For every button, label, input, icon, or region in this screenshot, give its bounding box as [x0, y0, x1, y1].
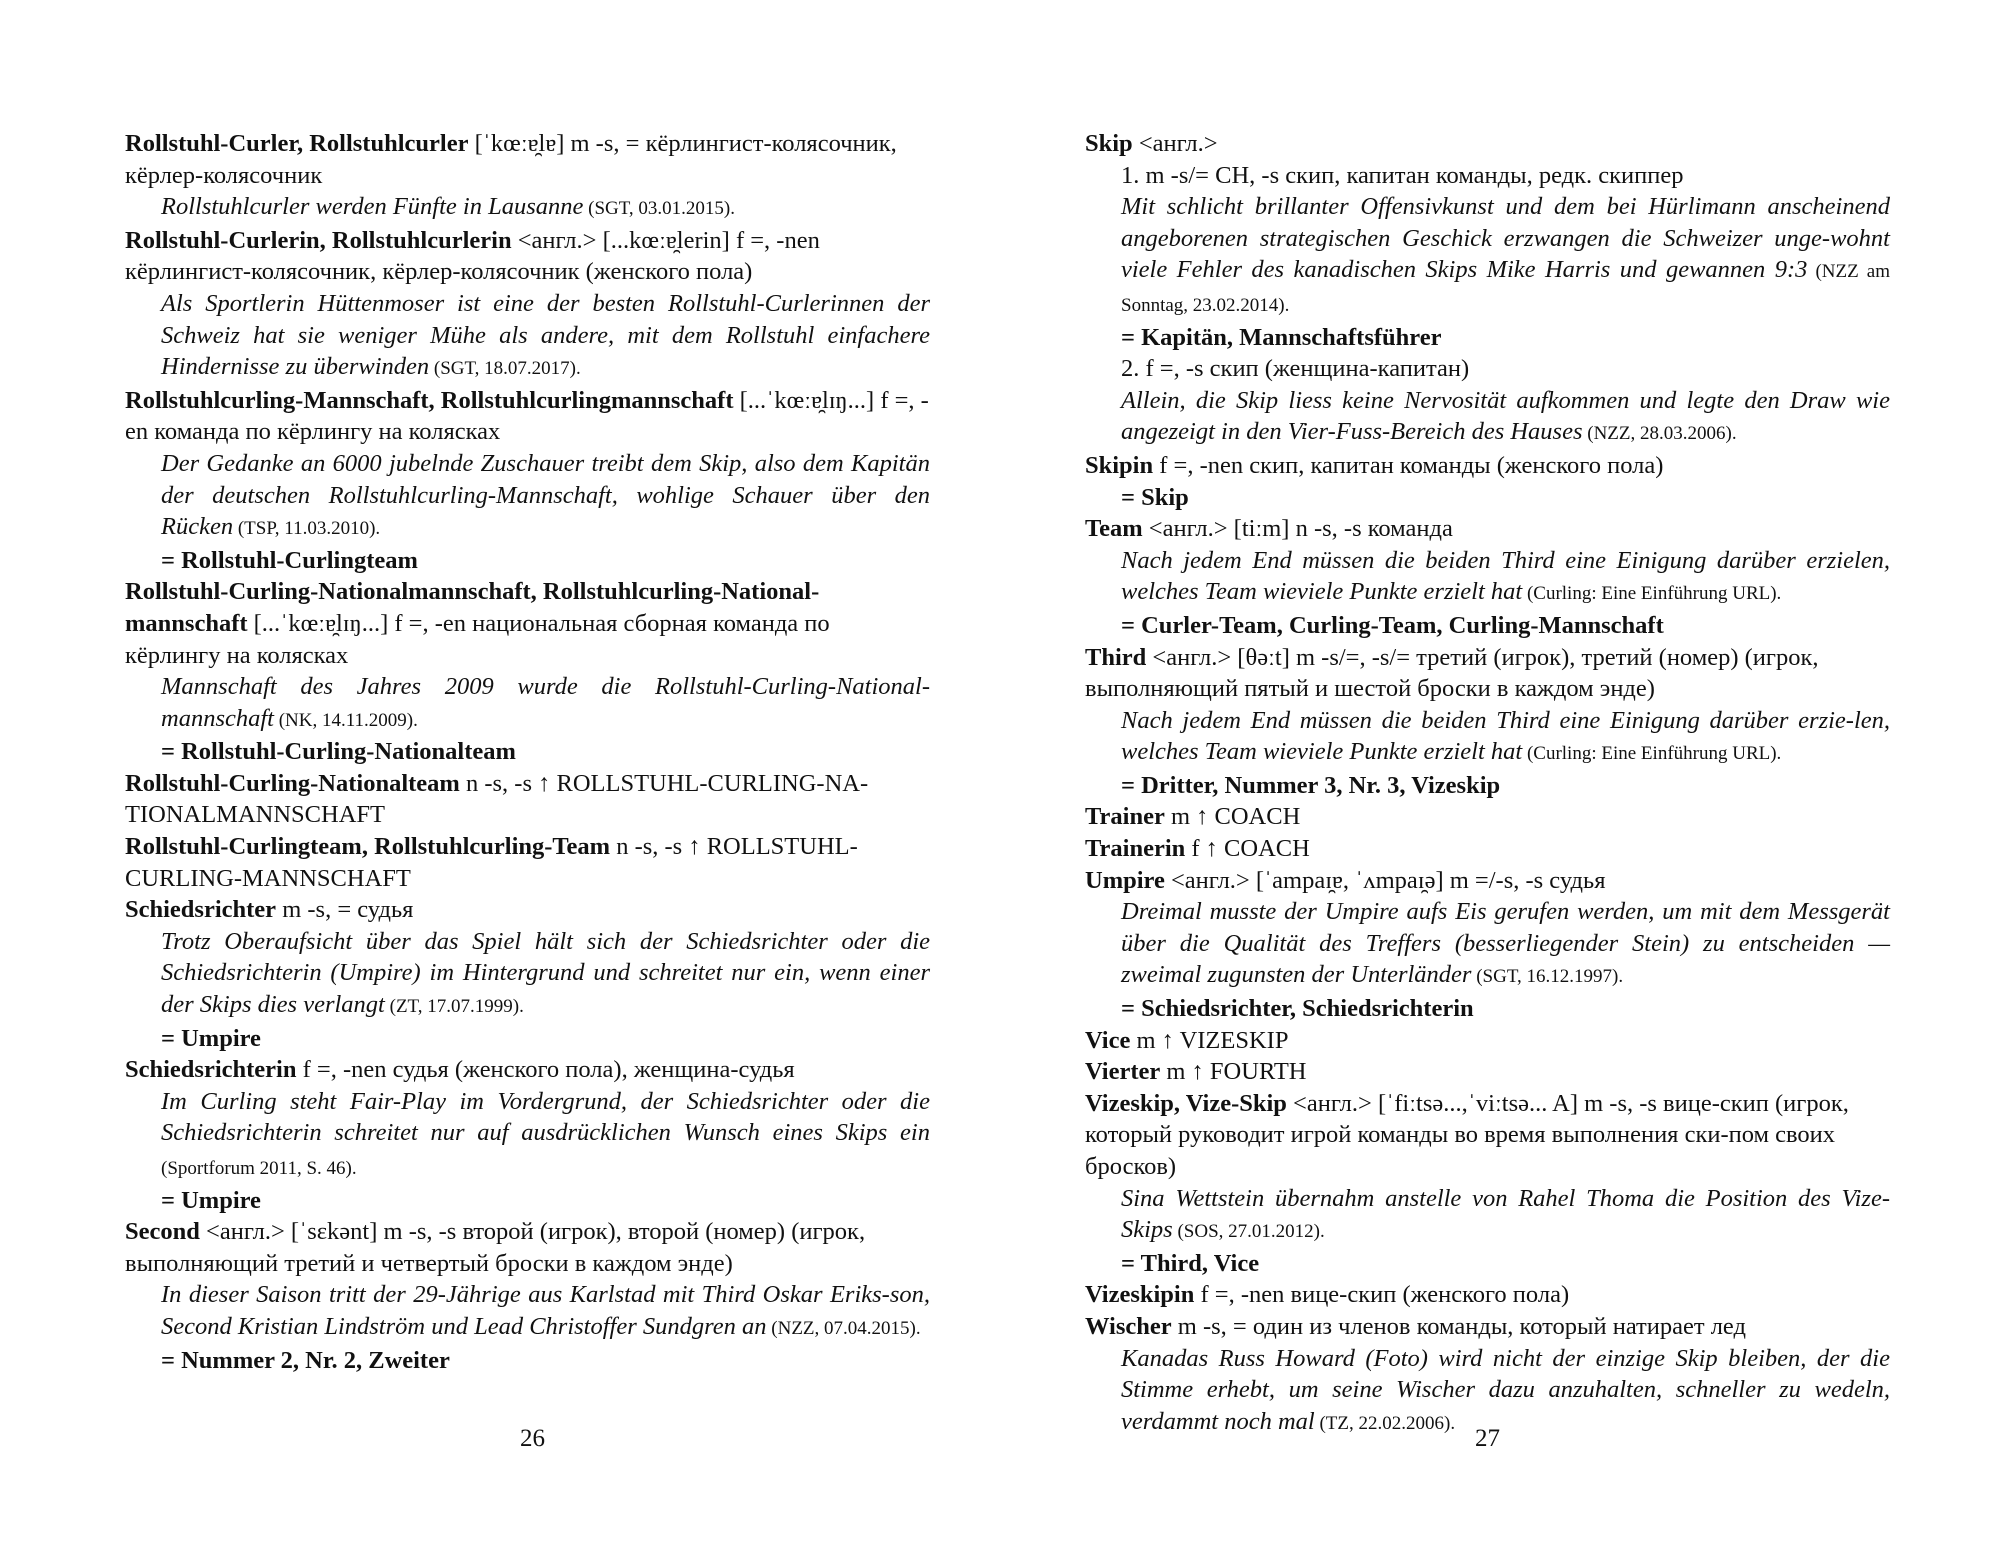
entry-definition: <англ.> [ˈsɛkənt] m -s, -s второй (игрок), второй (номер) (игрок, выполняющий третий и четвертый броски в каждом энде) — [125, 1218, 866, 1277]
dictionary-entry — [1085, 833, 1890, 865]
example-text: Kanadas Russ Howard (Foto) wird nicht der einzige Skip bleiben, der die Stimme erhebt, um seine Wischer dazu anzuhalten, schneller zu wedeln, verdammt noch mal — [1121, 1344, 1890, 1435]
dictionary-entry — [1085, 801, 1890, 833]
entry-definition: f =, -nen вице-скип (женского пола) — [1194, 1281, 1570, 1309]
example-source: (Sportforum 2011, S. 46). — [161, 1158, 357, 1179]
dictionary-entry — [125, 1216, 930, 1279]
dictionary-entry — [1085, 128, 1890, 160]
example-quote — [1085, 545, 1890, 610]
example-quote — [125, 288, 930, 385]
example-quote — [1085, 1183, 1890, 1248]
headword: Schiedsrichterin — [125, 1056, 297, 1084]
example-text: Dreimal musste der Umpire aufs Eis gerufen werden, um mit dem Messgerät über die Qualität des Treffers (besserliegender Stein) zu entscheiden — zweimal zugunsten der Unterländer — [1121, 898, 1890, 989]
dictionary-entry — [1085, 865, 1890, 897]
headword: Trainer — [1085, 803, 1165, 831]
entry-definition: m -s, = судья — [276, 896, 414, 924]
entry-definition: f =, -nen судья (женского пола), женщина-судья — [296, 1056, 795, 1084]
dictionary-entry — [125, 128, 930, 191]
dictionary-entry — [1085, 1279, 1890, 1311]
entry-definition: <англ.> [ˈampaɪ̯ɐ, ˈʌmpaɪ̯ə] m =/-s, -s судья — [1164, 866, 1606, 894]
dictionary-entry — [1085, 1025, 1890, 1057]
headword: Trainerin — [1085, 835, 1186, 863]
example-text: Rollstuhlcurler werden Fünfte in Lausanne — [161, 193, 584, 221]
dictionary-entry — [125, 768, 930, 831]
entry-definition: <англ.> [tiːm] n -s, -s команда — [1142, 515, 1453, 543]
synonym-line: = Skip — [1121, 483, 1189, 511]
entry-definition: m -s, = один из членов команды, который натирает лед — [1171, 1312, 1746, 1340]
sense-line: 1. m -s/= CH, -s скип, капитан команды, редк. скиппер — [1121, 161, 1684, 189]
example-source: (ZT, 17.07.1999). — [384, 996, 524, 1018]
headword: Skipin — [1085, 451, 1154, 479]
headword: Rollstuhlcurling-Mannschaft, Rollstuhlcurlingmannschaft — [125, 386, 734, 414]
example-text: Als Sportlerin Hüttenmoser ist eine der besten Rollstuhl-Curlerinnen der Schweiz hat sie weniger Mühe als andere, mit dem Rollstuhl einfachere Hindernisse zu überwinden — [161, 289, 930, 381]
example-quote — [125, 926, 930, 1023]
example-text: Mit schlicht brillanter Offensivkunst und dem bei Hürlimann anscheinend angeborenen strategischen Geschick erzwangen die Schweizer unge-wohnt viele Fehler des kanadischen Skips Mike Harris und gewannen 9:3 — [1121, 193, 1890, 284]
headword: Rollstuhl-Curlerin, Rollstuhlcurlerin — [125, 226, 512, 254]
synonym-line: = Rollstuhl-Curling-Nationalteam — [161, 738, 516, 766]
headword: Rollstuhl-Curler, Rollstuhlcurler — [125, 130, 469, 157]
example-source: (NZZ, 07.04.2015). — [766, 1317, 921, 1339]
entry-definition: <англ.> — [1132, 130, 1218, 157]
synonym-line: = Umpire — [161, 1024, 261, 1052]
headword: Vizeskip, Vize-Skip — [1085, 1089, 1287, 1117]
example-quote — [125, 448, 930, 545]
dictionary-entry — [1085, 1311, 1890, 1343]
example-source: (SGT, 18.07.2017). — [429, 358, 581, 380]
example-source: (SOS, 27.01.2012). — [1172, 1221, 1325, 1243]
synonym-line: = Schiedsrichter, Schiedsrichterin — [1121, 995, 1474, 1023]
example-text: Der Gedanke an 6000 jubelnde Zuschauer treibt dem Skip, also dem Kapitän der deutschen Rollstuhlcurling-Mannschaft, wohlige Schauer über den Rücken — [161, 449, 930, 541]
headword: Umpire — [1085, 866, 1165, 894]
example-source: (TZ, 22.02.2006). — [1314, 1412, 1456, 1434]
example-source: (Curling: Eine Einführung URL). — [1522, 583, 1782, 605]
dictionary-entry — [1085, 1056, 1890, 1088]
example-source: (SGT, 03.01.2015). — [583, 198, 736, 220]
synonym-line: = Nummer 2, Nr. 2, Zweiter — [161, 1346, 450, 1374]
example-quote — [1085, 191, 1890, 321]
example-quote — [125, 1279, 930, 1344]
left-page — [125, 128, 930, 1376]
example-text: Allein, die Skip liess keine Nervosität aufkommen und legte den Draw wie angezeigt in den Vier-Fuss-Bereich des Hauses — [1121, 386, 1890, 446]
synonym-line: = Rollstuhl-Curlingteam — [161, 546, 418, 574]
example-quote — [1085, 385, 1890, 450]
entry-definition: [ˈkœːɐ̯lɐ] m -s, = кёрлингист-колясочник, кёрлер-колясочник — [125, 130, 897, 189]
synonym-line: = Curler-Team, Curling-Team, Curling-Mannschaft — [1121, 611, 1664, 639]
synonym-line: = Dritter, Nummer 3, Nr. 3, Vizeskip — [1121, 771, 1501, 799]
right-page — [1085, 128, 1890, 1439]
headword: Vice — [1085, 1026, 1131, 1054]
example-quote — [1085, 896, 1890, 993]
example-source: (NK, 14.11.2009). — [273, 709, 418, 731]
dictionary-entry — [1085, 1088, 1890, 1183]
headword: Vierter — [1085, 1058, 1161, 1086]
example-quote — [125, 1086, 930, 1185]
example-text: Nach jedem End müssen die beiden Third eine Einigung darüber erzie-len, welches Team wieviele Punkte erzielt hat — [1121, 706, 1890, 766]
sense-line: 2. f =, -s скип (женщина-капитан) — [1121, 355, 1470, 383]
entry-definition: m ↑ VIZESKIP — [1130, 1026, 1289, 1054]
example-text: Sina Wettstein übernahm anstelle von Rahel Thoma die Position des Vize-Skips — [1121, 1184, 1890, 1244]
synonym-line: = Umpire — [161, 1186, 261, 1214]
entry-definition: m ↑ COACH — [1164, 803, 1301, 831]
example-text: Im Curling steht Fair-Play im Vordergrund, der Schiedsrichter oder die Schiedsrichterin schreitet nur auf ausdrücklichen Wunsch eines Skips ein — [161, 1087, 930, 1147]
entry-definition: [...ˈkœːɐ̯lɪŋ...] f =, -en команда по кёрлингу на колясках — [125, 386, 929, 446]
headword: Rollstuhl-Curling-Nationalteam — [125, 769, 460, 797]
dictionary-entry — [1085, 642, 1890, 705]
dictionary-entry — [1085, 450, 1890, 482]
headword: Rollstuhl-Curlingteam, Rollstuhlcurling-Team — [125, 833, 611, 861]
synonym-line: = Kapitän, Mannschaftsführer — [1121, 323, 1442, 351]
example-quote — [125, 191, 930, 225]
dictionary-entry — [125, 576, 930, 671]
example-source: (TSP, 11.03.2010). — [233, 518, 381, 540]
example-text: Mannschaft des Jahres 2009 wurde die Rollstuhl-Curling-National-mannschaft — [161, 673, 930, 732]
entry-definition: n -s, -s ↑ ROLLSTUHL-CURLING-NA-TIONALMANNSCHAFT — [125, 769, 869, 829]
entry-definition: n -s, -s ↑ ROLLSTUHL-CURLING-MANNSCHAFT — [125, 833, 858, 892]
synonym-line: = Third, Vice — [1121, 1249, 1260, 1277]
dictionary-entry — [125, 831, 930, 894]
headword: Second — [125, 1218, 200, 1246]
example-text: Trotz Oberaufsicht über das Spiel hält sich der Schiedsrichter oder die Schiedsrichterin (Umpire) im Hintergrund und schreitet nur ein, wenn einer der Skips dies verlangt — [161, 927, 930, 1019]
example-quote — [1085, 705, 1890, 770]
headword: Schiedsrichter — [125, 896, 277, 924]
example-source: (NZZ am Sonntag, 23.02.2014). — [1121, 261, 1890, 316]
example-source: (Curling: Eine Einführung URL). — [1522, 743, 1782, 765]
example-text: In dieser Saison tritt der 29-Jährige aus Karlstad mit Third Oskar Eriks-son, Second Kristian Lindström und Lead Christoffer Sundgren an — [161, 1281, 930, 1340]
entry-definition: f =, -nen скип, капитан команды (женского пола) — [1153, 451, 1664, 479]
entry-definition: <англ.> [...kœːɐ̯lerin] f =, -nen кёрлингист-колясочник, кёрлер-колясочник (женского пола) — [125, 226, 820, 286]
example-source: (NZZ, 28.03.2006). — [1582, 423, 1737, 445]
entry-definition: [...ˈkœːɐ̯lɪŋ...] f =, -en национальная сборная команда по кёрлингу на колясках — [125, 609, 830, 669]
example-source: (SGT, 16.12.1997). — [1471, 966, 1624, 988]
headword: Rollstuhl-Curling-Nationalmannschaft, Rollstuhlcurling-National-mannschaft — [125, 578, 820, 637]
page-number-right: 27 — [1475, 1425, 1500, 1452]
entry-definition: <англ.> [θəːt] m -s/=, -s/= третий (игрок), третий (номер) (игрок, выполняющий пятый и шестой броски в каждом энде) — [1085, 643, 1819, 703]
headword: Skip — [1085, 130, 1133, 157]
headword: Team — [1085, 515, 1143, 543]
dictionary-entry — [125, 894, 930, 926]
headword: Third — [1085, 643, 1147, 671]
dictionary-entry — [125, 1054, 930, 1086]
entry-definition: f ↑ COACH — [1185, 835, 1310, 863]
headword: Wischer — [1085, 1312, 1172, 1340]
headword: Vizeskipin — [1085, 1281, 1195, 1309]
example-text: Nach jedem End müssen die beiden Third eine Einigung darüber erzielen, welches Team wieviele Punkte erzielt hat — [1121, 546, 1890, 606]
entry-definition: m ↑ FOURTH — [1160, 1058, 1307, 1086]
example-quote — [125, 671, 930, 736]
page-number-left: 26 — [520, 1425, 545, 1452]
dictionary-entry — [125, 225, 930, 288]
dictionary-entry — [1085, 513, 1890, 545]
entry-definition: <англ.> [ˈfiːtsə...,ˈviːtsə... A] m -s, -s вице-скип (игрок, который руководит игрой команды во время выполнения ски-пом своих бросков) — [1085, 1089, 1849, 1180]
dictionary-entry — [125, 385, 930, 448]
